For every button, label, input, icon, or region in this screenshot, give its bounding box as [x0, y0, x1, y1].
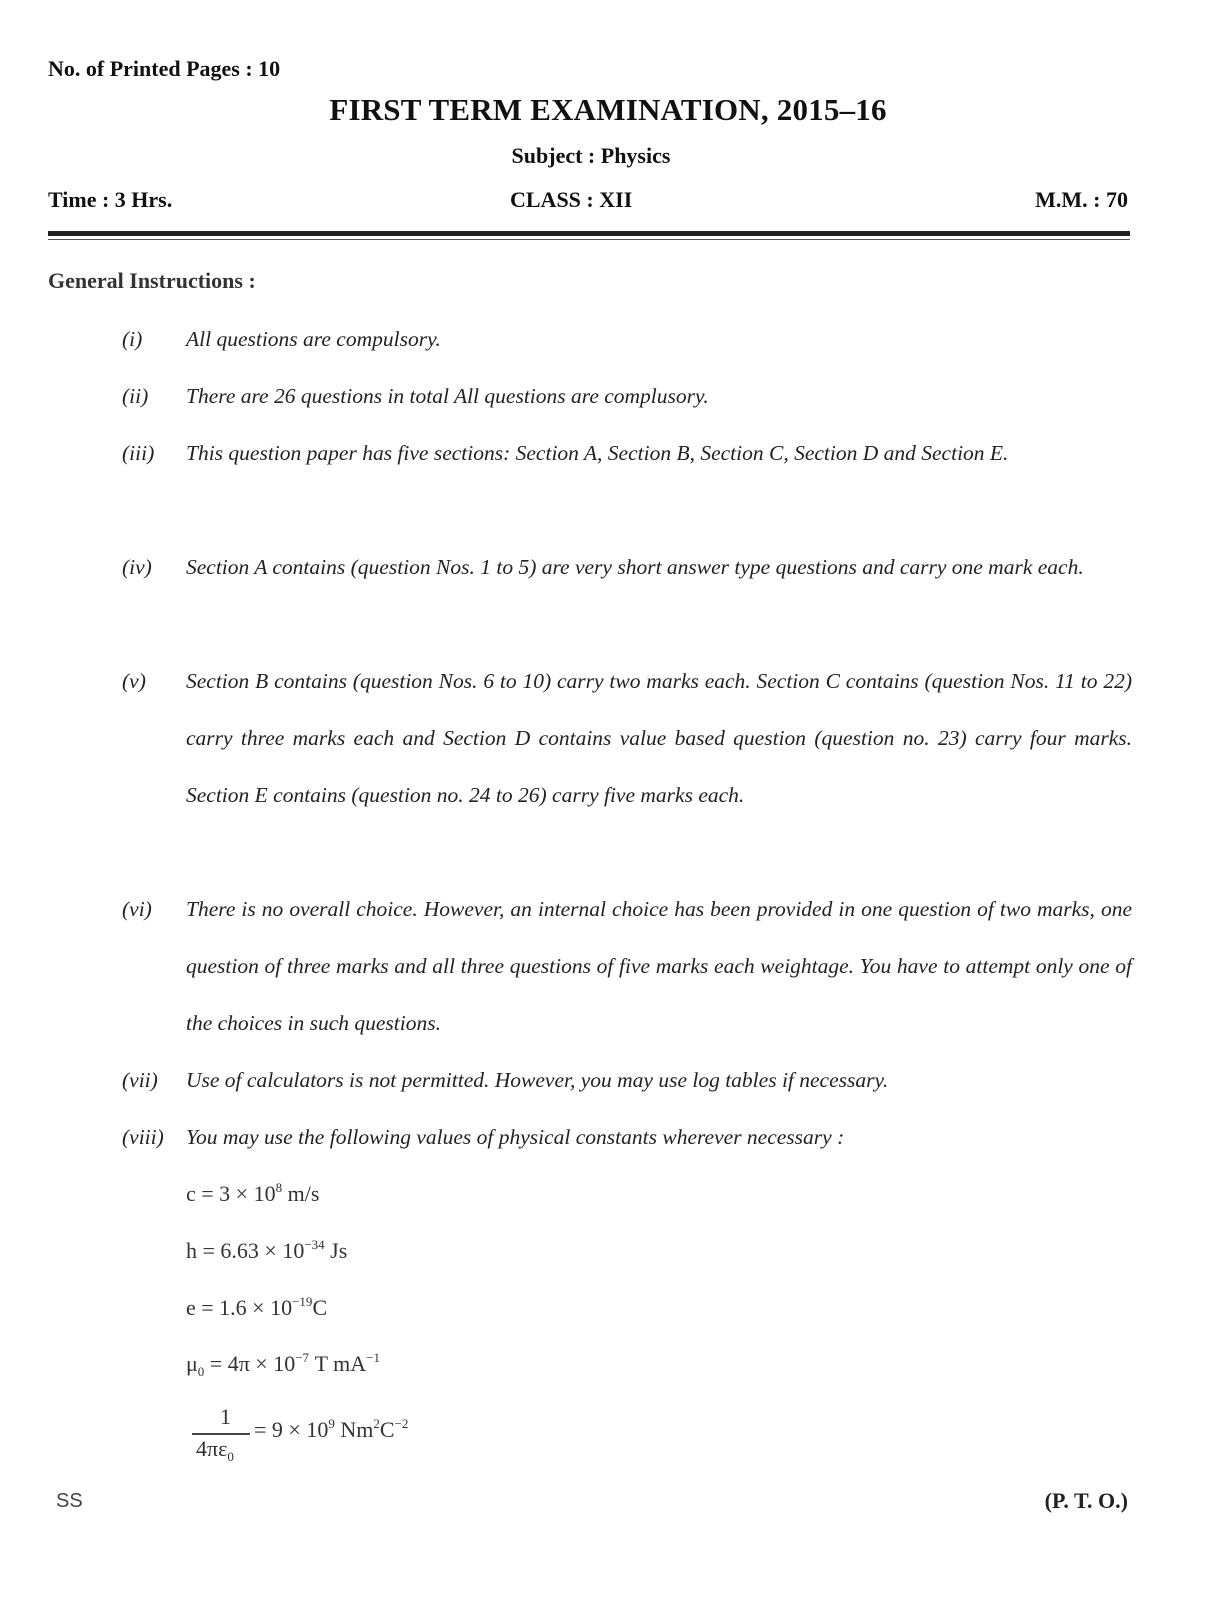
constant-unit: Js	[324, 1238, 348, 1263]
instruction-number: (i)	[122, 327, 143, 351]
instruction-number: (vii)	[122, 1068, 158, 1092]
constant-lhs: = 9 × 10	[254, 1417, 329, 1442]
instruction-number: (vi)	[122, 897, 152, 921]
fraction-rhs	[254, 1416, 408, 1443]
constant-symbol: μ	[186, 1351, 198, 1376]
instruction-text: There are 26 questions in total All questions are complusory.	[186, 384, 709, 408]
constant-unit-2: C	[379, 1417, 395, 1442]
header-divider-thin	[48, 239, 1130, 240]
instruction-number: (iv)	[122, 555, 152, 579]
constant-permeability	[186, 1350, 380, 1380]
constant-electron-charge	[186, 1294, 327, 1321]
constant-unit-exponent: 2	[373, 1416, 380, 1431]
constant-unit: Nm	[334, 1417, 374, 1442]
constant-lhs: h = 6.63 × 10	[186, 1238, 305, 1263]
time-allowed: Time : 3 Hrs.	[48, 187, 173, 212]
constant-exponent: 9	[328, 1416, 335, 1431]
instruction-text: All questions are compulsory.	[186, 327, 441, 351]
paper-code: SS	[56, 1490, 83, 1512]
constant-exponent: −34	[304, 1237, 325, 1252]
instruction-text: This question paper has five sections: Section A, Section B, Section C, Section D and Section E.	[186, 441, 1009, 465]
subject-line: Subject : Physics	[511, 143, 671, 168]
constant-subscript: 0	[197, 1364, 205, 1379]
constant-unit: T mA	[309, 1351, 367, 1376]
header-divider-thick	[48, 231, 1130, 236]
general-instructions-heading: General Instructions :	[48, 268, 256, 293]
instruction-number: (v)	[122, 669, 146, 693]
constant-coulomb	[188, 1404, 508, 1474]
instruction-number: (ii)	[122, 384, 149, 408]
constant-exponent: −19	[292, 1294, 313, 1309]
instruction-item	[122, 425, 1132, 482]
instruction-number: (iii)	[122, 441, 155, 465]
constant-planck	[186, 1237, 347, 1264]
instruction-item	[122, 653, 1132, 824]
constant-speed-of-light	[186, 1180, 319, 1207]
class-label: CLASS : XII	[510, 187, 633, 212]
constant-lhs: = 4π × 10	[204, 1351, 296, 1376]
instruction-text: Use of calculators is not permitted. However, you may use log tables if necessary.	[186, 1068, 889, 1092]
constant-exponent: 8	[275, 1180, 283, 1195]
constant-unit: C	[312, 1295, 328, 1320]
fraction-denominator	[196, 1436, 234, 1465]
denominator-subscript: 0	[227, 1449, 234, 1464]
instruction-text: Section B contains (question Nos. 6 to 10) carry two marks each. Section C contains (question Nos. 11 to 22) carry three marks each and Section D contains value based question (question no. 23) carry four marks. Section E contains (question no. 24 to 26) carry five marks each.	[186, 669, 1132, 807]
instruction-text: You may use the following values of physical constants wherever necessary :	[186, 1125, 845, 1149]
constant-unit-exponent: −1	[366, 1350, 380, 1365]
instruction-number: (viii)	[122, 1125, 164, 1149]
constant-unit-exponent-2: −2	[394, 1416, 409, 1431]
instruction-item	[122, 1052, 1132, 1109]
instruction-item	[122, 311, 1132, 368]
denominator-text: 4πε	[196, 1436, 228, 1461]
constant-lhs: c = 3 × 10	[186, 1181, 276, 1206]
fraction-numerator: 1	[220, 1404, 231, 1429]
constant-unit: m/s	[282, 1181, 320, 1206]
constant-lhs: e = 1.6 × 10	[186, 1295, 293, 1320]
exam-title: FIRST TERM EXAMINATION, 2015–16	[329, 92, 887, 127]
constant-exponent: −7	[295, 1350, 310, 1365]
instruction-item	[122, 881, 1132, 1052]
fraction-bar	[192, 1433, 250, 1435]
instruction-text: Section A contains (question Nos. 1 to 5) are very short answer type questions and carry one mark each.	[186, 555, 1084, 579]
instruction-item	[122, 368, 1132, 425]
instruction-text: There is no overall choice. However, an internal choice has been provided in one question of two marks, one question of three marks and all three questions of five marks each weightage. You have to attempt only one of the choices in such questions.	[186, 897, 1132, 1035]
instruction-item	[122, 539, 1132, 596]
printed-pages-count: No. of Printed Pages : 10	[48, 56, 281, 81]
instruction-item	[122, 1109, 1132, 1166]
please-turn-over: (P. T. O.)	[1044, 1488, 1128, 1513]
maximum-marks: M.M. : 70	[1035, 187, 1128, 212]
